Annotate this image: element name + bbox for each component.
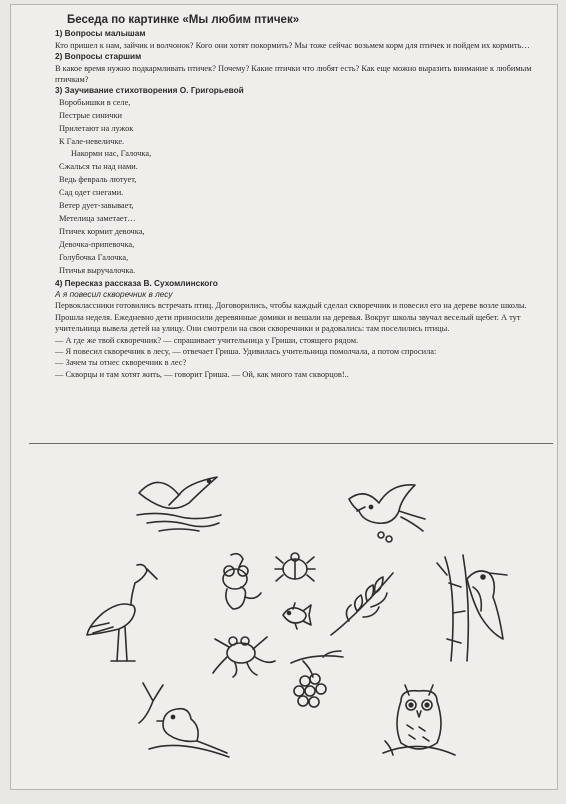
- story-paragraph: Первоклассники готовились встречать птиц. Договорились, чтобы каждый сделал скворечник и повесил его на дереве возле школы.: [55, 301, 527, 311]
- poem-line: Накорми нас, Галочка,: [71, 149, 152, 159]
- poem-line: Пестрые синички: [59, 110, 123, 120]
- beetle-drawing: [273, 549, 317, 585]
- owl-drawing: [379, 675, 459, 765]
- section-4-heading: 4) Пересказ рассказа В. Сухомлинского: [55, 277, 218, 288]
- flying-bird-drawing: [341, 477, 431, 547]
- story-paragraph: Прошла неделя. Ежедневно дети приносили деревянные домики и вешали на деревья. Вокруг школы звучал веселый щебет. А тут учительница вывела детей на улицу. Они смотрели на свои скворечники и радовались: там поселились птицы.: [55, 312, 521, 334]
- poem-line: Прилетают на лужок: [59, 123, 134, 133]
- seagull-drawing: [129, 463, 229, 535]
- section-1-text: Кто пришел к нам, зайчик и волчонок? Кого они хотят покормить? Мы тоже сейчас возьмем корм для птичек и пойдем их кормить…: [55, 40, 530, 50]
- text-block: [55, 15, 553, 380]
- poem-line: Воробьишки в селе,: [59, 97, 131, 107]
- woodpecker-drawing: [433, 553, 511, 663]
- sparrow-drawing: [129, 677, 233, 761]
- poem-line: Сад одет снегами.: [59, 188, 124, 198]
- poem-line: Девочка-припевочка,: [59, 239, 135, 249]
- pictures-area: [51, 449, 551, 779]
- section-3-heading: 3) Заучивание стихотворения О. Григорьевой: [55, 85, 244, 96]
- wheat-ear-drawing: [327, 567, 401, 639]
- section-2-text: В какое время нужно подкармливать птичек? Почему? Какие птички что любят есть? Как еще можно выразить внимание к любимым птичкам?: [55, 63, 532, 85]
- divider: [29, 443, 553, 444]
- poem-line: Птичья выручалочка.: [59, 265, 136, 275]
- worksheet-page: [10, 4, 558, 790]
- poem-line: Голубочка Галочка,: [59, 252, 129, 262]
- story-paragraph: — А где же твой скворечник? — спрашивает учительница у Гриши, стоящего рядом.: [55, 335, 359, 345]
- story-paragraph: — Зачем ты отнес скворечник в лес?: [55, 358, 187, 368]
- frog-drawing: [209, 627, 279, 679]
- fish-drawing: [277, 599, 313, 631]
- poem-line: Метелица заметает…: [59, 214, 136, 223]
- poem-line: Ветер дует-завывает,: [59, 201, 134, 211]
- section-1-heading: 1) Вопросы малышам: [55, 28, 146, 39]
- stork-drawing: [79, 557, 159, 667]
- mouse-drawing: [209, 549, 265, 617]
- poem-line: К Гале-невеличке.: [59, 136, 125, 146]
- poem-line: Птичек кормит девочка,: [59, 226, 145, 236]
- page-title: Беседа по картинке «Мы любим птичек»: [67, 14, 300, 26]
- story-title: А я повесил скворечник в лесу: [55, 288, 173, 299]
- section-2-heading: 2) Вопросы старшим: [55, 51, 142, 62]
- poem: [59, 97, 553, 278]
- story-paragraph: — Скворцы и там хотят жить, — говорит Гриша. — Ой, как много там скворцов!..: [55, 369, 349, 379]
- rowan-berries-drawing: [283, 649, 349, 713]
- poem-line: Ведь февраль лютует,: [59, 175, 137, 185]
- story-paragraph: — Я повесил скворечник в лесу, — отвечает Гриша. Удивилась учительница помолчала, а потом спросила:: [55, 346, 437, 356]
- poem-line: Сжалься ты над нами.: [59, 162, 138, 172]
